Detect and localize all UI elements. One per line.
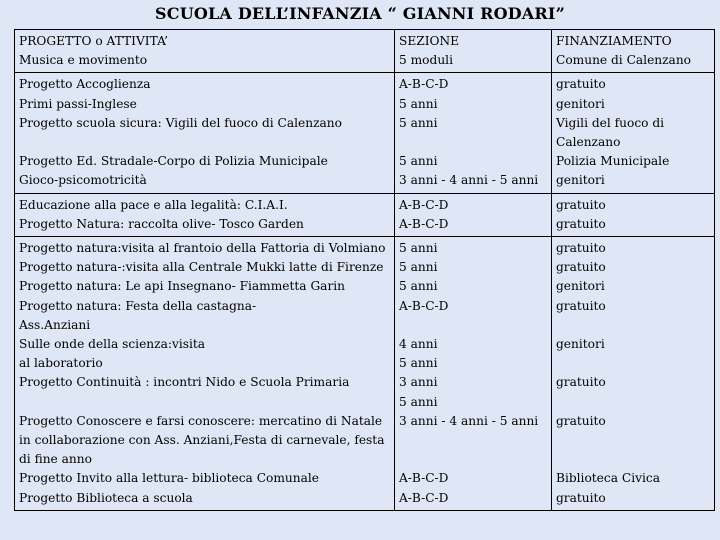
page-title: SCUOLA DELL’INFANZIA “ GIANNI RODARI”	[155, 4, 565, 23]
cell-line: 5 anni	[399, 394, 438, 409]
cell-line: 5 anni	[399, 96, 438, 111]
cell-line: A-B-C-D	[399, 471, 449, 486]
cell-line: A-B-C-D	[399, 490, 449, 505]
cell-line: A-B-C-D	[399, 298, 449, 313]
cell-line: Progetto Ed. Stradale-Corpo di Polizia Municipale	[19, 154, 328, 169]
cell-line: 5 anni	[399, 279, 438, 294]
cell-line: Vigili del fuoco di	[556, 115, 665, 130]
project-cell	[15, 73, 395, 193]
funding-cell	[552, 73, 715, 193]
cell-line: Polizia Municipale	[556, 154, 670, 169]
cell-line: Comune di Calenzano	[556, 53, 692, 68]
cell-line: Progetto Continuità : incontri Nido e Scuola Primaria	[19, 375, 350, 390]
table-row	[15, 237, 715, 511]
cell-line: al laboratorio	[19, 356, 103, 371]
cell-line: genitori	[556, 337, 605, 352]
cell-line: Progetto scuola sicura: Vigili del fuoco di Calenzano	[19, 115, 342, 130]
cell-line: Biblioteca Civica	[556, 471, 660, 486]
cell-line: Progetto Natura: raccolta olive- Tosco Garden	[19, 216, 304, 231]
project-cell	[15, 30, 395, 73]
cell-line: A-B-C-D	[399, 197, 449, 212]
cell-line: genitori	[556, 279, 605, 294]
cell-line: genitori	[556, 173, 605, 188]
cell-line: in collaborazione con Ass. Anziani,Festa di carnevale, festa	[19, 433, 385, 448]
cell-line: 5 anni	[399, 154, 438, 169]
cell-line: 5 anni	[399, 241, 438, 256]
cell-line: SEZIONE	[399, 34, 460, 48]
projects-table-body	[15, 30, 715, 511]
cell-line: Ass.Anziani	[19, 317, 91, 332]
cell-line: A-B-C-D	[399, 216, 449, 231]
cell-line: 3 anni - 4 anni - 5 anni	[399, 413, 539, 428]
funding-cell	[552, 193, 715, 236]
cell-line: Musica e movimento	[19, 53, 148, 68]
cell-line: Progetto natura-:visita alla Centrale Mukki latte di Firenze	[19, 260, 384, 275]
cell-line: Educazione alla pace e alla legalità: C.I.A.I.	[19, 197, 288, 212]
cell-line: 5 moduli	[399, 53, 453, 68]
cell-line: Sulle onde della scienza:visita	[19, 337, 206, 352]
cell-line: Progetto Invito alla lettura- biblioteca Comunale	[19, 471, 319, 486]
cell-line: PROGETTO o ATTIVITA’	[19, 34, 168, 48]
cell-line: gratuito	[556, 241, 606, 256]
cell-line: Progetto Accoglienza	[19, 77, 151, 92]
cell-line: gratuito	[556, 216, 606, 231]
project-cell	[15, 237, 395, 511]
cell-line: Progetto natura: Le api Insegnano- Fiammetta Garin	[19, 279, 346, 294]
section-cell	[395, 30, 552, 73]
cell-line: gratuito	[556, 413, 606, 428]
cell-line: Progetto natura: Festa della castagna-	[19, 298, 257, 313]
cell-line: gratuito	[556, 298, 606, 313]
cell-line: gratuito	[556, 490, 606, 505]
cell-line: genitori	[556, 96, 605, 111]
section-cell	[395, 73, 552, 193]
funding-cell	[552, 237, 715, 511]
cell-line: 5 anni	[399, 356, 438, 371]
project-cell	[15, 193, 395, 236]
funding-cell	[552, 30, 715, 73]
cell-line: FINANZIAMENTO	[556, 34, 672, 48]
cell-line: gratuito	[556, 260, 606, 275]
cell-line: gratuito	[556, 77, 606, 92]
cell-line: 3 anni - 4 anni - 5 anni	[399, 173, 539, 188]
table-row	[15, 193, 715, 236]
cell-line: 4 anni	[399, 337, 438, 352]
cell-line: di fine anno	[19, 452, 92, 467]
cell-line: Progetto natura:visita al frantoio della Fattoria di Volmiano	[19, 241, 386, 256]
cell-line: gratuito	[556, 375, 606, 390]
cell-line: Gioco-psicomotricità	[19, 173, 147, 188]
cell-line: 3 anni	[399, 375, 438, 390]
section-cell	[395, 193, 552, 236]
cell-line: gratuito	[556, 197, 606, 212]
cell-line: Progetto Conoscere e farsi conoscere: mercatino di Natale	[19, 413, 383, 428]
cell-line: 5 anni	[399, 260, 438, 275]
cell-line: Primi passi-Inglese	[19, 96, 137, 111]
table-row	[15, 73, 715, 193]
cell-line: A-B-C-D	[399, 77, 449, 92]
table-row	[15, 30, 715, 73]
projects-table	[14, 29, 715, 511]
cell-line: 5 anni	[399, 115, 438, 130]
cell-line: Calenzano	[556, 135, 621, 150]
cell-line: Progetto Biblioteca a scuola	[19, 490, 193, 505]
section-cell	[395, 237, 552, 511]
